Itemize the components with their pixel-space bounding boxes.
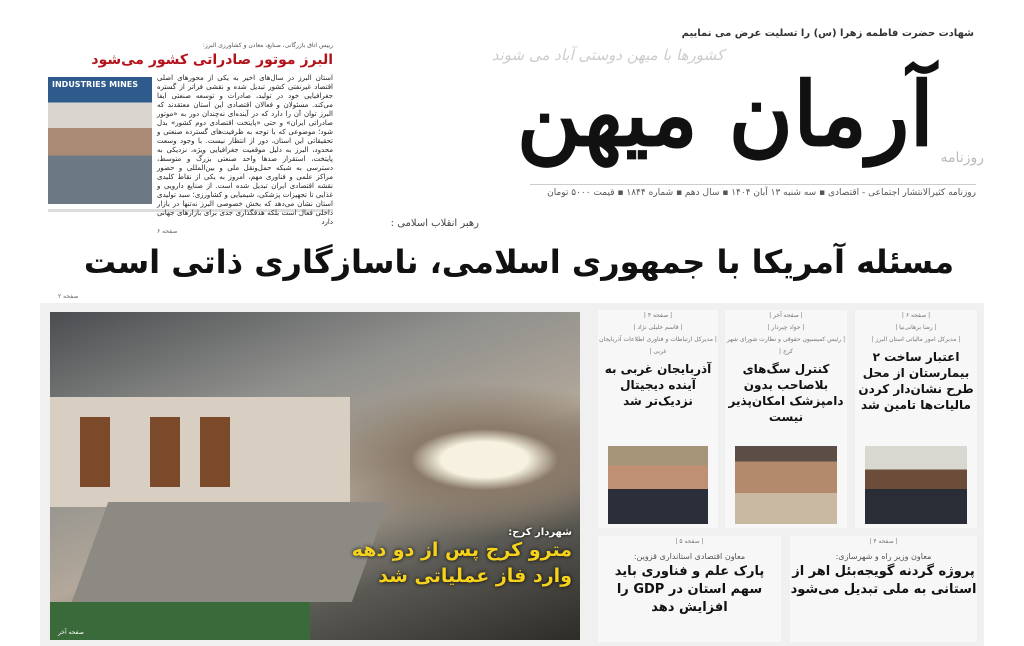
story-card[interactable]: [855, 310, 977, 528]
card-role: | مدیرکل ارتباطات و فناوری اطلاعات آذربایجان غربی |: [599, 336, 717, 355]
side-story-page: صفحه ۶: [157, 228, 178, 235]
story-card-bottom[interactable]: [598, 536, 781, 642]
masthead-note: شهادت حضرت فاطمه زهرا (س) را تسلیت عرض می نماییم: [681, 28, 974, 39]
headline-kicker: رهبر انقلاب اسلامی :: [390, 218, 479, 229]
side-story[interactable]: [48, 40, 333, 235]
card-photo: [735, 446, 837, 524]
photo-page: صفحه آخر: [58, 629, 84, 636]
card-page: | صفحه آخر |: [769, 312, 803, 319]
story-card[interactable]: [598, 310, 718, 528]
masthead-slogan: کشورها با میهن دوستی آباد می شوند: [491, 46, 724, 64]
side-story-column: [157, 74, 333, 235]
story-card-bottom[interactable]: [790, 536, 977, 642]
card-author: | رضا برهانی‌نیا |: [895, 324, 937, 331]
card-photo: [865, 446, 967, 524]
caption-title[interactable]: [352, 538, 572, 589]
door: [150, 417, 180, 487]
caption-line: مترو کرج پس از دو دهه: [351, 539, 572, 561]
card-role: | رئیس کمیسیون حقوقی و نظارت شورای شهر کرج |: [726, 336, 846, 355]
side-story-photo: [48, 77, 152, 204]
card-title: پروژه گردنه گویجه‌بئل اهر از استانی به ملی تبدیل می‌شود: [790, 564, 977, 597]
door: [80, 417, 110, 487]
card-role: | مدیرکل امور مالیاتی استان البرز |: [871, 336, 961, 343]
card-photo: [608, 446, 708, 524]
card-author: | قاسم خلیلی نژاد |: [633, 324, 683, 331]
side-story-body: استان البرز در سال‌های اخیر به یکی از محورهای اصلی اقتصاد غیرنفتی کشور تبدیل شده و نقشی فراتر از گستره جغرافیایی خود در تولید، صادرات و توسعه صنعتی ایفا می‌کند. مسئولان و فعالان اقتصادی این استان معتقدند که البرز توان آن را دارد که در آینده‌ای نه‌چندان دور به «موتور صادراتی ایران» و حتی «پایتخت اقتصادی دوم کشور» بدل شود؛ موضوعی که با توجه به ظرفیت‌های گسترده صنعتی و تحقیقاتی این استان، دور از انتظار نیست. با وجود وسعت محدود، البرز به دلیل موقعیت جغرافیایی ویژه، نزدیکی به پایتخت، استقرار صدها واحد صنعتی بزرگ و متوسط، دسترسی به شبکه حمل‌ونقل ملی و بین‌المللی و حضور مراکز علمی و فناوری مهم، امروز به یکی از نقاط کلیدی نقشه اقتصادی ایران تبدیل شده است. از صنایع دارویی و غذایی تا تجهیزات پزشکی، شیمیایی و کشاورزی؛ سبد تولیدی استان نشان می‌دهد که بخش خصوصی البرز نه‌تنها در بازار داخلی فعال است بلکه هدفگذاری جدی برای بازارهای جهانی دارد: [157, 74, 333, 226]
card-title: کنترل سگ‌های بلاصاحب بدون دامپزشک امکان‌پذیر نیست: [728, 362, 844, 424]
card-subtitle: معاون وزیر راه و شهرسازی:: [835, 552, 932, 561]
door: [200, 417, 230, 487]
caption-line: وارد فاز عملیاتی شد: [378, 564, 572, 587]
story-card[interactable]: [725, 310, 847, 528]
logo-prefix: روزنامه: [940, 150, 984, 166]
photo-backdrop-text: INDUSTRIES MINES: [52, 80, 139, 89]
newspaper-logo: آرمان میهن: [516, 62, 934, 166]
card-page: | صفحه ۴ |: [869, 538, 898, 545]
caption-kicker: شهردار کرج:: [508, 527, 572, 538]
platform: [72, 502, 388, 602]
headline-page: صفحه ۲: [58, 293, 79, 300]
card-page: | صفحه ۶ |: [901, 312, 931, 319]
dateline: روزنامه کثیرالانتشار اجتماعی - اقتصادی ▪ سه شنبه ۱۳ آبان ۱۴۰۴ ▪ سال دهم ▪ شماره ۱۸۴۴ ▪ قیمت ۵۰۰۰ تومان: [530, 184, 976, 199]
platform-edge: [50, 602, 310, 640]
card-title: اعتبار ساخت ۲ بیمارستان از محل طرح نشان‌دار کردن مالیات‌ها تامین شد: [858, 350, 974, 412]
photo-caption: [352, 527, 572, 589]
metro-photo[interactable]: [50, 312, 580, 640]
card-title: پارک علم و فناوری باید سهم استان در GDP را افزایش دهد: [614, 564, 765, 615]
card-author: | جواد چیردار |: [767, 324, 805, 331]
main-headline[interactable]: مسئله آمریکا با جمهوری اسلامی، ناسازگاری ذاتی است: [83, 243, 954, 281]
side-story-kicker: رییس اتاق بازرگانی، صنایع، معادن و کشاورزی البرز:: [202, 42, 333, 49]
card-subtitle: معاون اقتصادی استانداری قزوین:: [633, 552, 746, 561]
card-title: آذربایجان غربی به آینده دیجیتال نزدیک‌تر شد: [604, 362, 712, 408]
card-page: | صفحه ۵ |: [675, 538, 704, 545]
side-story-title[interactable]: البرز موتور صادراتی کشور می‌شود: [91, 52, 333, 68]
card-page: | صفحه ۴ |: [643, 312, 673, 319]
